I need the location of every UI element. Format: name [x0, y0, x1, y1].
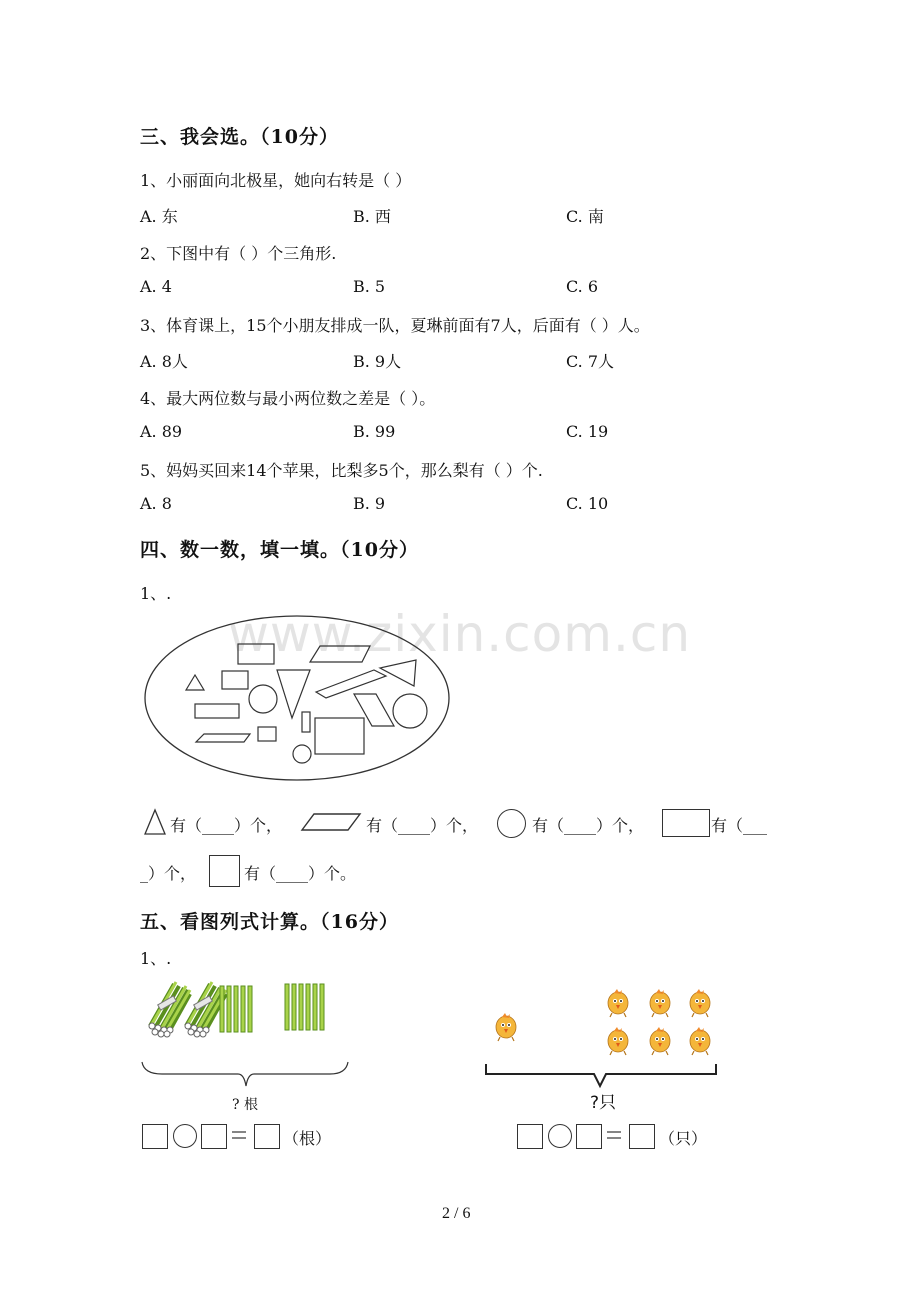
chick-icon: [690, 1027, 710, 1055]
section5-title: 五、看图列式计算。（16分）: [140, 911, 399, 933]
left-answer-box-2[interactable]: [201, 1124, 227, 1149]
question-1: 1、小丽面向北极星，她向右转是（ ）: [140, 171, 412, 190]
q5-option-a: A. 8: [140, 494, 172, 513]
q4-option-a: A. 89: [140, 422, 183, 441]
chick-icon: [650, 1027, 670, 1055]
left-question-label: ? 根: [232, 1097, 258, 1113]
square-icon: [209, 855, 240, 887]
left-unit-label: （根）: [283, 1129, 332, 1148]
single-sticks-group-2: [285, 984, 324, 1030]
shapes-ellipse-figure: [140, 610, 460, 790]
chick-icon: [608, 989, 628, 1017]
q1-option-a: A. 东: [140, 207, 178, 226]
fill-circle-count: 有（____）个，: [532, 816, 645, 835]
q2-option-c: C. 6: [566, 277, 599, 296]
question-2: 2、下图中有（ ）个三角形.: [140, 244, 337, 263]
question-3: 3、体育课上，15个小朋友排成一队，夏琳前面有7人，后面有（ ）人。: [140, 316, 650, 335]
question-4: 4、最大两位数与最小两位数之差是（ ）。: [140, 389, 436, 408]
equals-sign-icon: [605, 1128, 623, 1142]
q4-option-b: B. 99: [353, 422, 396, 441]
circle-icon: [497, 809, 526, 838]
chick-icon: [650, 989, 670, 1017]
page-number: 2 / 6: [442, 1205, 471, 1222]
equals-sign-icon: [230, 1128, 248, 1142]
fill-triangle-count: 有（____）个，: [170, 816, 283, 835]
section4-title: 四、数一数，填一填。（10分）: [140, 539, 419, 561]
right-result-box[interactable]: [629, 1124, 655, 1149]
left-answer-box-1[interactable]: [142, 1124, 168, 1149]
q3-option-b: B. 9人: [353, 352, 402, 371]
q3-option-c: C. 7人: [566, 352, 615, 371]
section3-title: 三、我会选。（10分）: [140, 126, 339, 148]
chick-icon: [608, 1027, 628, 1055]
chick-icon: [690, 989, 710, 1017]
stick-bundle-icon: [149, 982, 190, 1037]
right-question-label: ?只: [590, 1093, 617, 1113]
fill-rectangle-count: 有（___: [711, 816, 768, 835]
triangle-icon: [143, 808, 167, 836]
q5-option-c: C. 10: [566, 494, 609, 513]
q3-option-a: A. 8人: [140, 352, 188, 371]
q1-option-c: C. 南: [566, 207, 604, 226]
left-result-box[interactable]: [254, 1124, 280, 1149]
parallelogram-icon: [300, 812, 362, 832]
fill-rectangle-count-cont: _）个，: [140, 864, 197, 883]
left-operator-circle[interactable]: [173, 1124, 197, 1148]
section5-q1-label: 1、.: [140, 949, 172, 968]
q2-option-a: A. 4: [140, 277, 172, 296]
right-answer-box-1[interactable]: [517, 1124, 543, 1149]
right-operator-circle[interactable]: [548, 1124, 572, 1148]
fill-square-count: 有（____）个。: [244, 864, 357, 883]
right-answer-box-2[interactable]: [576, 1124, 602, 1149]
q4-option-c: C. 19: [566, 422, 609, 441]
chick-icon: [496, 1013, 516, 1041]
sticks-picture: [140, 978, 360, 1058]
left-brace: [140, 1060, 355, 1090]
chicks-picture: [486, 985, 726, 1065]
section4-q1-label: 1、.: [140, 584, 172, 603]
question-5: 5、妈妈买回来14个苹果，比梨多5个，那么梨有（ ）个.: [140, 461, 543, 480]
watermark: www.zixin.com.cn: [228, 605, 692, 663]
fill-parallelogram-count: 有（____）个，: [366, 816, 479, 835]
q2-option-b: B. 5: [353, 277, 386, 296]
right-unit-label: （只）: [659, 1129, 708, 1148]
q1-option-b: B. 西: [353, 207, 391, 226]
q5-option-b: B. 9: [353, 494, 386, 513]
rectangle-icon: [662, 809, 710, 837]
